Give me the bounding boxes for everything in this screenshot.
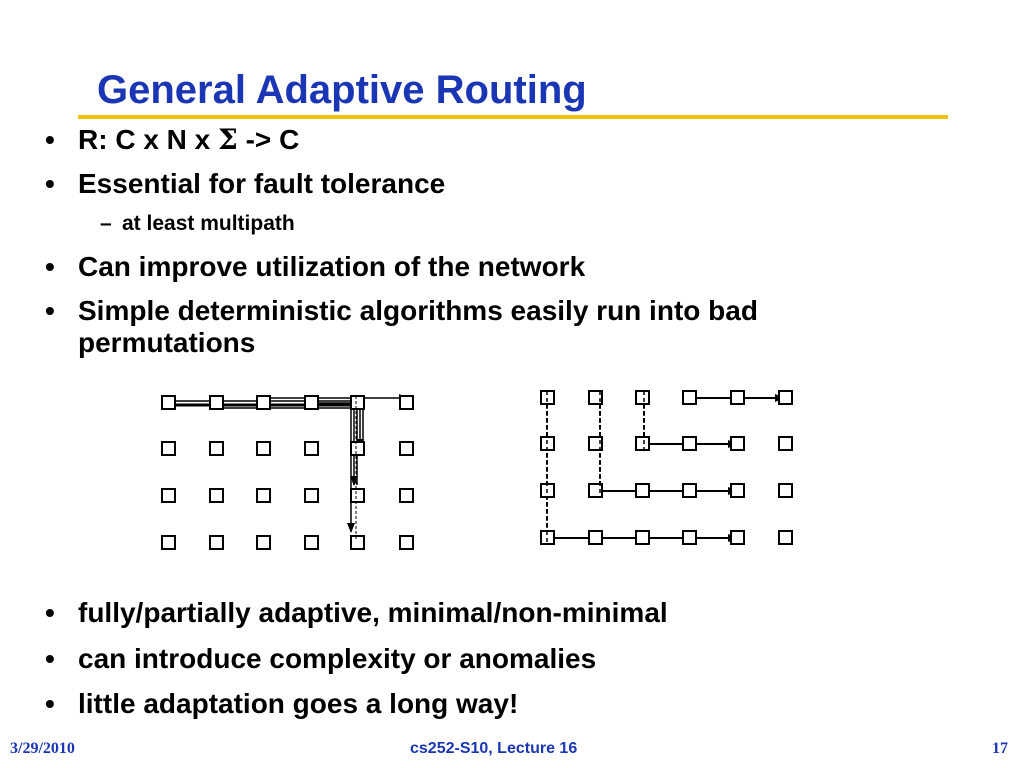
- node-box: [636, 391, 649, 404]
- bullet-dot: •: [45, 124, 55, 155]
- bullet-text: Simple deterministic algorithms easily run into bad: [78, 295, 758, 326]
- node-box: [257, 489, 270, 502]
- node-box: [400, 442, 413, 455]
- node-box: [210, 396, 223, 409]
- node-box: [779, 437, 792, 450]
- node-box: [400, 536, 413, 549]
- node-box: [683, 391, 696, 404]
- node-box: [683, 531, 696, 544]
- node-box: [683, 437, 696, 450]
- bullet-text: can introduce complexity or anomalies: [78, 643, 597, 674]
- bullet-text: R: C x N x: [78, 124, 219, 155]
- node-box: [400, 489, 413, 502]
- node-box: [210, 536, 223, 549]
- node-box: [731, 531, 744, 544]
- sub-bullet-dash: –: [100, 212, 112, 235]
- adaptive-routing-diagram: [541, 391, 792, 544]
- node-box: [351, 396, 364, 409]
- node-box: [636, 437, 649, 450]
- node-box: [162, 489, 175, 502]
- node-box: [779, 391, 792, 404]
- node-box: [305, 396, 318, 409]
- sigma-symbol: Σ: [218, 123, 238, 156]
- node-box: [162, 442, 175, 455]
- node-box: [731, 391, 744, 404]
- node-box: [257, 442, 270, 455]
- bullet-text: little adaptation goes a long way!: [78, 688, 519, 719]
- deterministic-routing-diagram: [162, 396, 413, 549]
- sub-bullet-text: at least multipath: [122, 212, 295, 235]
- bullet-text: Essential for fault tolerance: [78, 168, 446, 199]
- node-box: [210, 442, 223, 455]
- node-box: [400, 396, 413, 409]
- node-box: [589, 531, 602, 544]
- slide-title: General Adaptive Routing: [97, 68, 587, 112]
- node-box: [257, 396, 270, 409]
- node-box: [305, 489, 318, 502]
- bullet-text: -> C: [237, 124, 300, 155]
- node-box: [305, 536, 318, 549]
- bullet-dot: •: [45, 251, 55, 282]
- bullet-dot: •: [45, 168, 55, 199]
- node-box: [162, 396, 175, 409]
- footer-date: 3/29/2010: [10, 740, 75, 757]
- node-box: [162, 536, 175, 549]
- bullet-text: permutations: [78, 327, 256, 358]
- node-box: [351, 536, 364, 549]
- bullet-dot: •: [45, 688, 55, 719]
- footer-page-number: 17: [992, 740, 1008, 757]
- node-box: [351, 489, 364, 502]
- bullet-dot: •: [45, 643, 55, 674]
- node-box: [305, 442, 318, 455]
- bullet-text: Can improve utilization of the network: [78, 251, 586, 282]
- node-box: [779, 531, 792, 544]
- bullet-dot: •: [45, 295, 55, 326]
- footer-course: cs252-S10, Lecture 16: [410, 740, 578, 757]
- node-box: [731, 437, 744, 450]
- bullet-dot: •: [45, 597, 55, 628]
- bullet-text: fully/partially adaptive, minimal/non-minimal: [78, 597, 668, 628]
- node-box: [636, 531, 649, 544]
- node-box: [779, 484, 792, 497]
- node-box: [257, 536, 270, 549]
- node-box: [683, 484, 696, 497]
- node-box: [210, 489, 223, 502]
- node-box: [351, 442, 364, 455]
- node-box: [636, 484, 649, 497]
- node-box: [731, 484, 744, 497]
